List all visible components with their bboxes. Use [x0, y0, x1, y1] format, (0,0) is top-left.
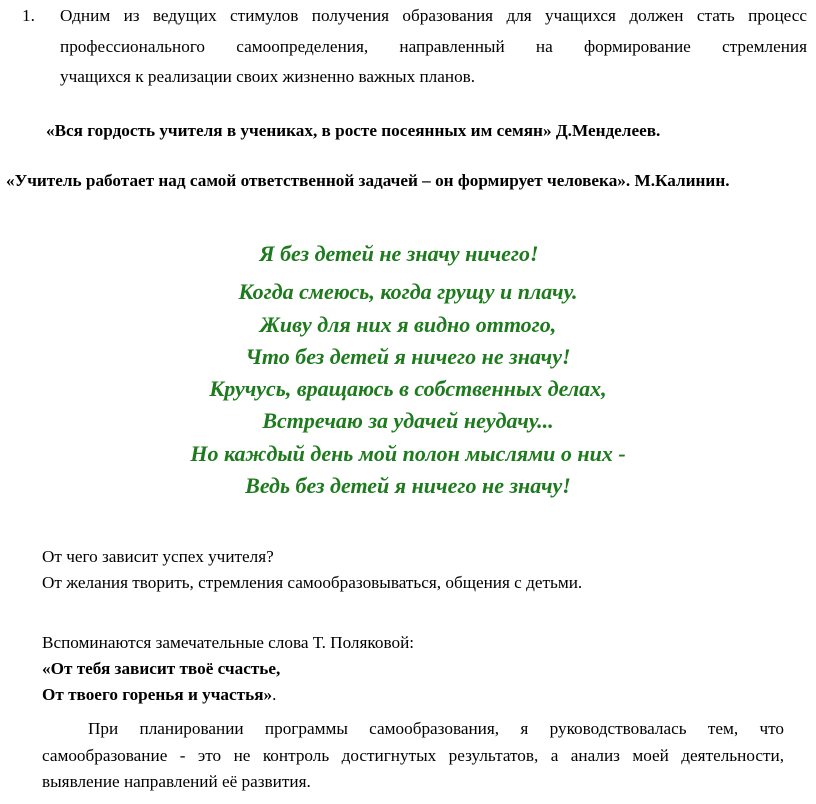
polyakova-last-line [42, 682, 414, 708]
poem-line: Живу для них я видно оттого, [259, 311, 557, 337]
polyakova-line: От твоего горенья и участья» [42, 685, 273, 704]
final-paragraph [42, 716, 784, 796]
polyakova-period: . [272, 685, 277, 704]
list-item-line: учащихся к реализации своих жизненно важных планов. [60, 67, 476, 86]
quote-kalinin: «Учитель работает над самой ответственной задачей – он формирует человека». М.Калинин. [6, 171, 730, 190]
poem-line: Я без детей не значу ничего! [259, 241, 539, 266]
quote-mendeleev: «Вся гордость учителя в учениках, в росте посеянных им семян» Д.Менделеев. [46, 121, 661, 140]
poem-line: Когда смеюсь, когда грущу и плачу. [238, 279, 578, 305]
poem-line: Но каждый день мой полон мыслями о них - [190, 440, 626, 466]
poem-line: Встречаю за удачей неудачу... [262, 408, 554, 434]
final-paragraph-line: выявление направлений её развития. [42, 772, 311, 791]
list-item-line: Одним из ведущих стимулов получения образования для учащихся должен стать процесс [60, 6, 807, 25]
polyakova-quote-block [42, 630, 414, 708]
poem [0, 238, 816, 502]
success-answer: От желания творить, стремления самообразовываться, общения с детьми. [42, 573, 583, 592]
poem-line: Кручусь, вращаюсь в собственных делах, [209, 376, 607, 402]
list-number: 1. [22, 6, 35, 25]
success-question: От чего зависит успех учителя? [42, 547, 274, 566]
list-item-line: профессионального самоопределения, направленный на формирование стремления [60, 36, 807, 56]
polyakova-intro: Вспоминаются замечательные слова Т. Поляковой: [42, 633, 415, 652]
list-item-text [60, 1, 807, 93]
poem-line: Что без детей я ничего не значу! [245, 343, 571, 369]
polyakova-line: «От тебя зависит твоё счастье, [42, 659, 281, 678]
final-paragraph-line: При планировании программы самообразования, я руководствовалась тем, что [88, 719, 784, 738]
final-paragraph-line: самообразование - это не контроль достигнутых результатов, а анализ моей деятельности, [42, 745, 784, 765]
poem-line: Ведь без детей я ничего не значу! [245, 473, 571, 499]
success-paragraph [42, 544, 582, 596]
